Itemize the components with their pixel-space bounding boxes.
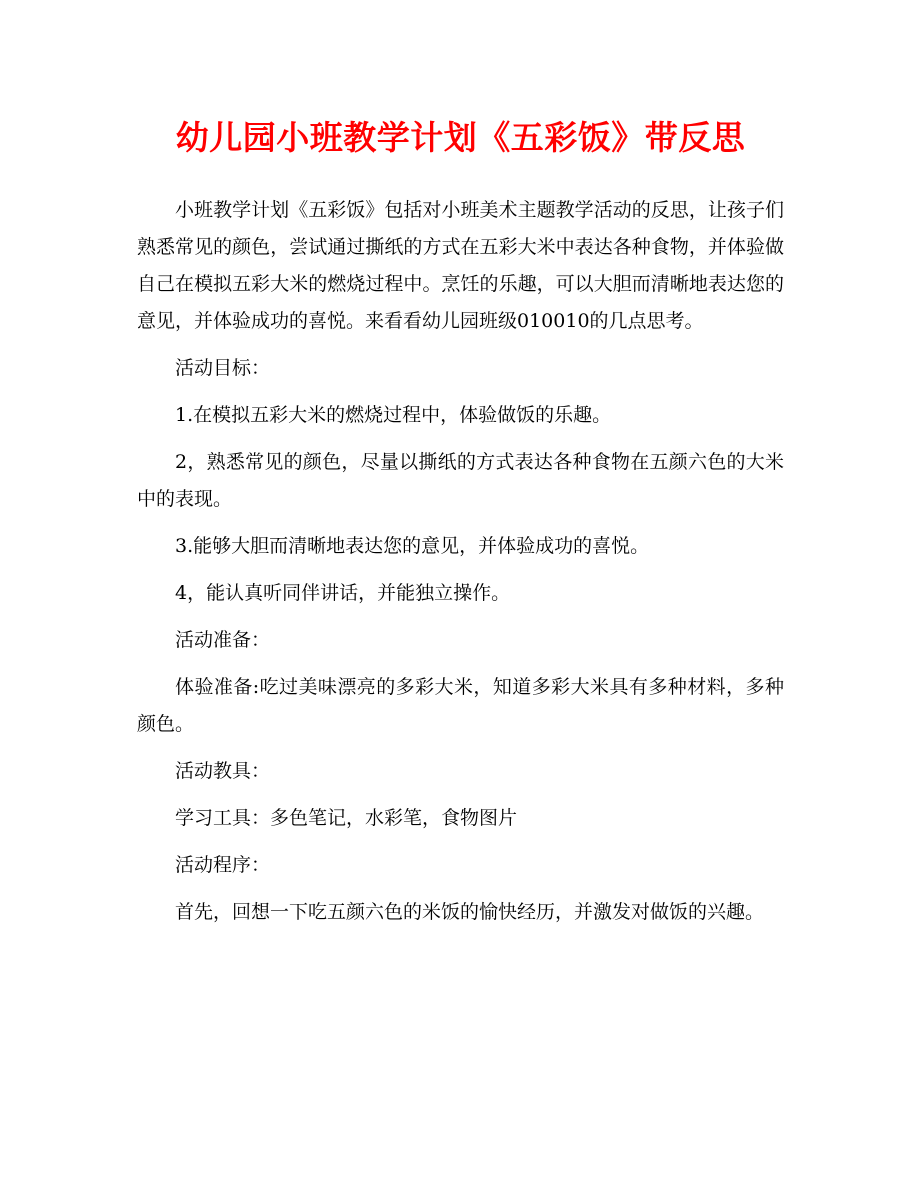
- procedure-step-1-paragraph: 首先，回想一下吃五颜六色的米饭的愉快经历，并激发对做饭的兴趣。: [175, 901, 765, 923]
- goal-item-2: 2，熟悉常见的颜色，尽量以撕纸的方式表达各种食物在五颜六色的大米中的表现。: [137, 451, 784, 510]
- teaching-aids-heading: 活动教具：: [175, 760, 271, 782]
- document-title: 幼儿园小班教学计划《五彩饭》带反思: [175, 118, 746, 157]
- activity-procedure-heading: 活动程序：: [175, 854, 271, 876]
- document-body: [137, 192, 784, 931]
- goal-item-3: 3.能够大胆而清晰地表达您的意见，并体验成功的喜悦。: [175, 535, 650, 557]
- goal-item-1: 1.在模拟五彩大米的燃烧过程中，体验做饭的乐趣。: [175, 404, 612, 426]
- intro-paragraph: 小班教学计划《五彩饭》包括对小班美术主题教学活动的反思，让孩子们熟悉常见的颜色，尝试通过撕纸的方式在五彩大米中表达各种食物，并体验做自己在模拟五彩大米的燃烧过程中。烹饪的乐趣，可以大胆而清晰地表达您的意见，并体验成功的喜悦。来看看幼儿园班级010010的几点思考。: [137, 199, 784, 332]
- activity-preparation-heading: 活动准备：: [175, 629, 271, 651]
- activity-goals-heading: 活动目标：: [175, 357, 271, 379]
- experience-preparation-paragraph: 体验准备:吃过美味漂亮的多彩大米，知道多彩大米具有多种材料，多种颜色。: [137, 676, 784, 735]
- learning-tools-paragraph: 学习工具：多色笔记，水彩笔，食物图片: [175, 807, 518, 829]
- goal-item-4: 4，能认真听同伴讲话，并能独立操作。: [175, 582, 511, 604]
